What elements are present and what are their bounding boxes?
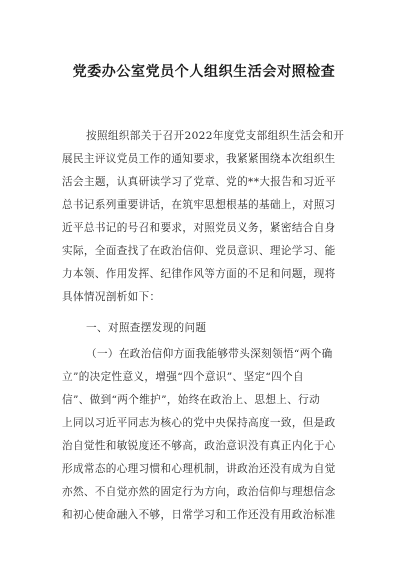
body-line: 形成常态的心理习惯和心理机制，讲政治还没有成为自觉 (62, 463, 336, 475)
intro-line: 按照组织部关于召开2022年度党支部组织生活会和开 (86, 130, 345, 142)
body-line: （一）在政治信仰方面我能够带头深刻领悟“两个确 (86, 348, 333, 360)
intro-line: 展民主评议党员工作的通知要求，我紧紧围绕本次组织生 (62, 153, 336, 165)
intro-line: 实际，全面查找了在政治信仰、党员意识、理论学习、能 (62, 245, 336, 257)
document-title: 党委办公室党员个人组织生活会对照检查 (72, 64, 336, 80)
body-line: 治自觉性和敏锐度还不够高，政治意识没有真正内化于心 (62, 440, 336, 452)
intro-line: 力本领、作用发挥、纪律作风等方面的不足和问题，现将 (62, 268, 336, 280)
intro-line: 活会主题，认真研读学习了党章、党的**大报告和习近平 (62, 176, 336, 188)
intro-line: 近平总书记的号召和要求，对照党员义务，紧密结合自身 (62, 222, 336, 234)
body-line: 信”、做到“两个维护”，始终在政治上、思想上、行动 (62, 394, 321, 406)
section-heading: 一、对照查摆发现的问题 (86, 322, 207, 334)
body-line: 和初心使命融入不够，日常学习和工作还没有用政治标准 (62, 509, 336, 521)
body-line: 亦然、不自觉亦然的固定行为方向，政治信仰与理想信念 (62, 486, 336, 498)
intro-line: 具体情况剖析如下： (62, 291, 161, 303)
body-line: 立”的决定性意义，增强“四个意识”、坚定“四个自 (62, 371, 304, 383)
intro-line: 总书记系列重要讲话，在筑牢思想根基的基础上，对照习 (62, 199, 336, 211)
body-line: 上同以习近平同志为核心的党中央保持高度一致，但是政 (62, 417, 336, 429)
